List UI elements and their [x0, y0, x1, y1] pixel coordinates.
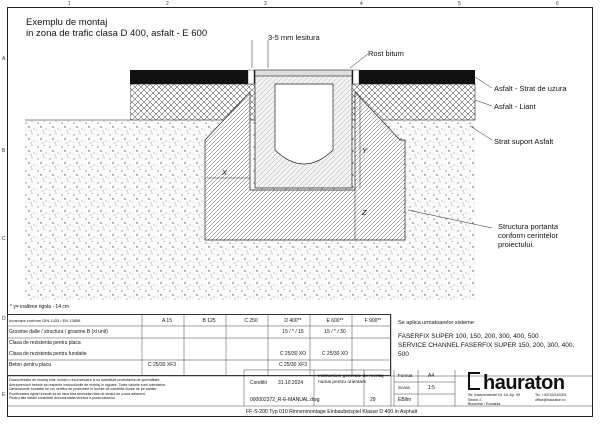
suitable-heading: Se aplica urmatoarelor sisteme:: [398, 320, 476, 326]
address-line-1: Str. Independentei Nr. 18, Ap. 55: [468, 393, 520, 397]
scale-label: Scara: [398, 385, 410, 390]
title-line-1: Exemplu de montaj: [26, 17, 108, 28]
load-header-f900: F 900**: [364, 318, 382, 324]
footnote: * y= inaltime rigola - 14 cm: [10, 304, 70, 310]
suitable-line-1: FASERFIX SUPER 100, 150, 200, 300, 400, 500: [398, 333, 539, 340]
row1-e600: 15 / * / 30: [324, 329, 346, 335]
suitable-line-3: 500: [398, 351, 409, 358]
edge-marker-e: E: [2, 392, 6, 398]
edge-marker-5: 5: [458, 1, 461, 7]
address-line-3: Bucuresti / Romania: [468, 402, 501, 406]
legal-line-3: Dimensiunile fundatiei se vor verifica de proiectant in functie de conditiile locale de pe santier.: [9, 387, 158, 391]
brand-contact: [535, 393, 567, 402]
edge-marker-3: 3: [264, 1, 267, 7]
page-number: 29: [370, 397, 376, 403]
bitumen-joint-left: [248, 70, 254, 84]
structure-line-2: conform cerintelor: [498, 231, 559, 240]
description-line-2: numai pentru orientare: [318, 380, 367, 385]
bitumen-joint-right: [353, 70, 359, 84]
row3-c250: C 25/30 XF3: [147, 362, 177, 368]
edge-marker-2: 2: [166, 1, 169, 7]
load-header-label: Incarcare conform DIN 1433 / EN 13658: [9, 318, 81, 323]
author: EBllm: [398, 397, 412, 403]
channel-grate: [255, 70, 352, 76]
row3-label: Beton pentru placa: [9, 362, 51, 368]
legal-notes: [9, 378, 239, 404]
contact-phone: Tel. +40744/153301: [535, 393, 567, 397]
suitable-line-2: SERVICE CHANNEL FASERFIX SUPER 150, 200, 300, 400,: [398, 342, 575, 349]
structure-line-3: proiectului.: [498, 240, 535, 249]
edge-marker-6: 6: [556, 1, 559, 7]
dim-y-label: Y: [362, 146, 368, 155]
edge-marker-b: B: [2, 148, 6, 154]
edge-marker-4: 4: [360, 1, 363, 7]
row3-d400: C 25/30 XF3: [278, 362, 308, 368]
callout-structure: [498, 222, 558, 249]
load-header-a15: A 15: [161, 318, 172, 324]
format-value: A4: [428, 373, 435, 379]
legal-line-2: Antreprenorul trebuie sa respecte instructiunile de montaj in vigoare. Toate valorile sunt orientative.: [9, 382, 167, 387]
channel-interior: [275, 84, 333, 164]
dim-x-label: X: [222, 168, 228, 177]
row2a-label: Clasa de rezistenta pentru placa: [9, 340, 81, 346]
edge-marker-a: A: [2, 56, 6, 62]
format-label: Format: [398, 373, 413, 378]
logo-mark-icon: [468, 372, 480, 390]
brand-address: [468, 393, 520, 407]
load-header-e600: E 600**: [326, 318, 344, 324]
file-name: 000002372_R-E-MANUAL.dwg: [250, 397, 320, 403]
row2b-label: Clasa de rezistenta pentru fundatie: [9, 351, 87, 357]
edge-marker-d: D: [2, 316, 6, 322]
address-line-2: Sector 2: [468, 397, 482, 402]
title-line-2: in zona de trafic clasa D 400, asfalt - E 600: [26, 28, 208, 39]
brand-name: hauraton: [483, 372, 565, 394]
row1-label: Grosime dalle / structura / grosime B (xl unit): [9, 329, 108, 335]
dim-z-label: Z: [362, 208, 367, 217]
structure-line-1: Structura portanta: [498, 222, 559, 231]
hauraton-logo: [468, 372, 565, 395]
row1-d400: 15 / * / 15: [282, 329, 304, 335]
row2b-d400: C 25/30 XO: [279, 351, 307, 357]
edge-marker-c: C: [2, 236, 6, 242]
callout-base: Strat suport Asfalt: [494, 137, 554, 146]
drawing-date: 31.10.2024: [278, 380, 304, 386]
description-line-1: Instructiuni generale de montaj: [318, 374, 384, 379]
edge-marker-1: 1: [68, 1, 71, 7]
callout-wear-layer: Asfalt - Strat de uzura: [494, 84, 567, 93]
footer-title: FF-S-200 Typ 010 Rinnenmontage Einbaubeispiel Klasse D 400 in Asphalt: [246, 409, 418, 415]
callout-bitumen: Rost bitum: [368, 49, 404, 58]
load-header-b125: B 125: [202, 318, 216, 324]
changes-label: Conditii: [250, 380, 267, 386]
legal-line-1: Documentatia de montaj este numai o recomandare si nu substituie proiectarea de specialitate.: [9, 378, 161, 382]
callout-binder: Asfalt - Liant: [494, 102, 536, 111]
contact-email: office@hauraton.ro: [535, 397, 566, 402]
legal-line-5: Pentru alte detalii consultati documentatia tehnica a producatorului.: [9, 396, 116, 400]
row2b-e600: C 25/30 XO: [321, 351, 349, 357]
callout-gap: 3-5 mm lesitura: [268, 33, 320, 42]
legal-line-4: Pozitionarea rigolei trebuie sa se faca fara denivelari fata de stratul de uzura adiacent.: [9, 391, 146, 396]
load-header-d400: D 400**: [284, 318, 302, 324]
scale-value: 1:5: [428, 385, 435, 391]
load-header-c250: C 250: [244, 318, 258, 324]
